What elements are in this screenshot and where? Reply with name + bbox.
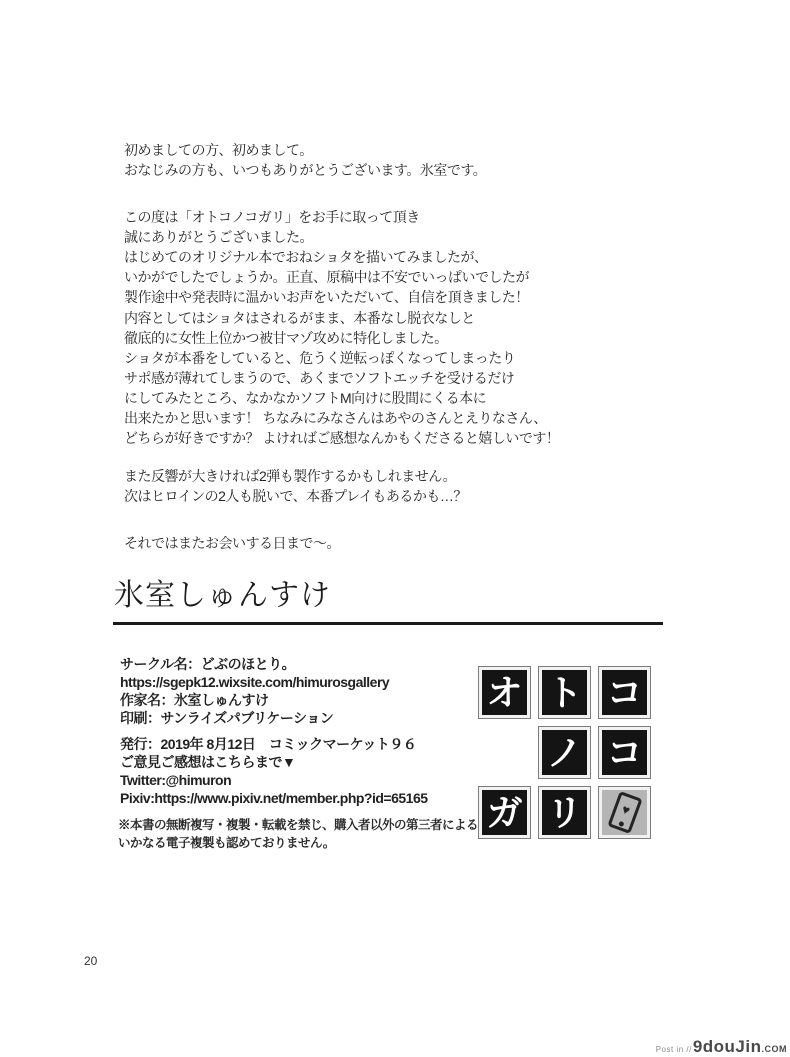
watermark-tld: .COM (761, 1044, 787, 1054)
heart-icon: ♥ (619, 801, 632, 819)
colophon-circle-block (120, 655, 389, 727)
title-logo-tile-grid (479, 667, 650, 838)
text-line: いかなる電子複製も認めておりません。 (118, 836, 335, 850)
text-line: それではまたお会いする日まで～。 (124, 535, 340, 551)
logo-tile-ko: コ (599, 667, 650, 718)
text-line: 出来たかと思います！ ちなみにみなさんはあやのさんとえりなさん、 (124, 410, 547, 426)
text-line: ※本書の無断複写・複製・転載を禁じ、購入者以外の第三者による (118, 818, 479, 832)
text-line: にしてみたところ、なかなかソフトM向けに股間にくる本に (124, 390, 487, 406)
logo-tile-phone (599, 787, 650, 838)
text-line: また反響が大きければ2弾も製作するかもしれません。 (124, 468, 457, 484)
watermark-prefix: Post in // (655, 1045, 692, 1054)
publication-date: 発行：2019年 8月12日 コミックマーケット９６ (120, 736, 417, 752)
text-line: 初めましての方、初めまして。 (124, 142, 313, 158)
twitter-handle: Twitter:@himuron (120, 772, 232, 788)
logo-tile-ri: リ (539, 787, 590, 838)
phone-home-button-dot (617, 821, 623, 827)
author-signature: 氷室しゅんすけ (114, 579, 331, 612)
text-line: いかがでしたでしょうか。正直、原稿中は不安でいっぱいでしたが (124, 269, 529, 285)
logo-tile-o: オ (479, 667, 530, 718)
text-line: 内容としてはショタはされるがまま、本番なし脱衣なしと (124, 310, 475, 326)
afterword-paragraph-2 (124, 207, 529, 307)
feedback-note: ご意見ご感想はこちらまで▼ (120, 754, 296, 770)
watermark-site-name: 9douJin (692, 1037, 762, 1056)
text-line: おなじみの方も、いつもありがとうございます。氷室です。 (124, 162, 487, 178)
text-line: 次はヒロインの2人も脱いで、本番プレイもあるかも…？ (124, 488, 467, 504)
circle-website-url: https://sgepk12.wixsite.com/himurosgallery (120, 674, 390, 690)
text-line: ショタが本番をしていると、危うく逆転っぽくなってしまったり (124, 350, 516, 366)
text-line: 製作途中や発表時に温かいお声をいただいて、自信を頂きました！ (124, 289, 529, 305)
text-line: 徹底的に女性上位かつ被甘マゾ攻めに特化しました。 (124, 330, 448, 346)
printer-name: 印刷：サンライズパブリケーション (120, 710, 334, 726)
phone-heart-icon (607, 791, 642, 834)
afterword-paragraph-3 (124, 308, 559, 448)
text-line: サポ感が薄れてしまうので、あくまでソフトエッチを受けるだけ (124, 370, 515, 386)
page-number: 20 (84, 954, 98, 968)
text-line: はじめてのオリジナル本でおねショタを描いてみましたが、 (124, 249, 488, 265)
logo-tile-ga: ガ (479, 787, 530, 838)
circle-name: サークル名：どぶのほとり。 (120, 656, 296, 672)
colophon-publication-block (120, 735, 428, 807)
afterword-paragraph-5 (124, 533, 340, 553)
copyright-disclaimer (118, 816, 478, 852)
logo-tile-ko: コ (599, 727, 650, 778)
afterword-paragraph-4 (124, 466, 467, 506)
pixiv-url: Pixiv:https://www.pixiv.net/member.php?id=65165 (120, 790, 428, 806)
logo-tile-no: ノ (539, 727, 590, 778)
text-line: どちらが好きですか？ よければご感想なんかもくださると嬉しいです！ (124, 430, 560, 446)
text-line: 誠にありがとうございました。 (124, 229, 313, 245)
afterword-paragraph-1 (124, 140, 486, 180)
divider-line (113, 622, 663, 625)
author-name: 作家名：氷室しゅんすけ (120, 692, 269, 708)
text-line: この度は「オトコノコガリ」をお手に取って頂き (124, 209, 420, 225)
logo-tile-to: ト (539, 667, 590, 718)
site-watermark (656, 1038, 787, 1055)
